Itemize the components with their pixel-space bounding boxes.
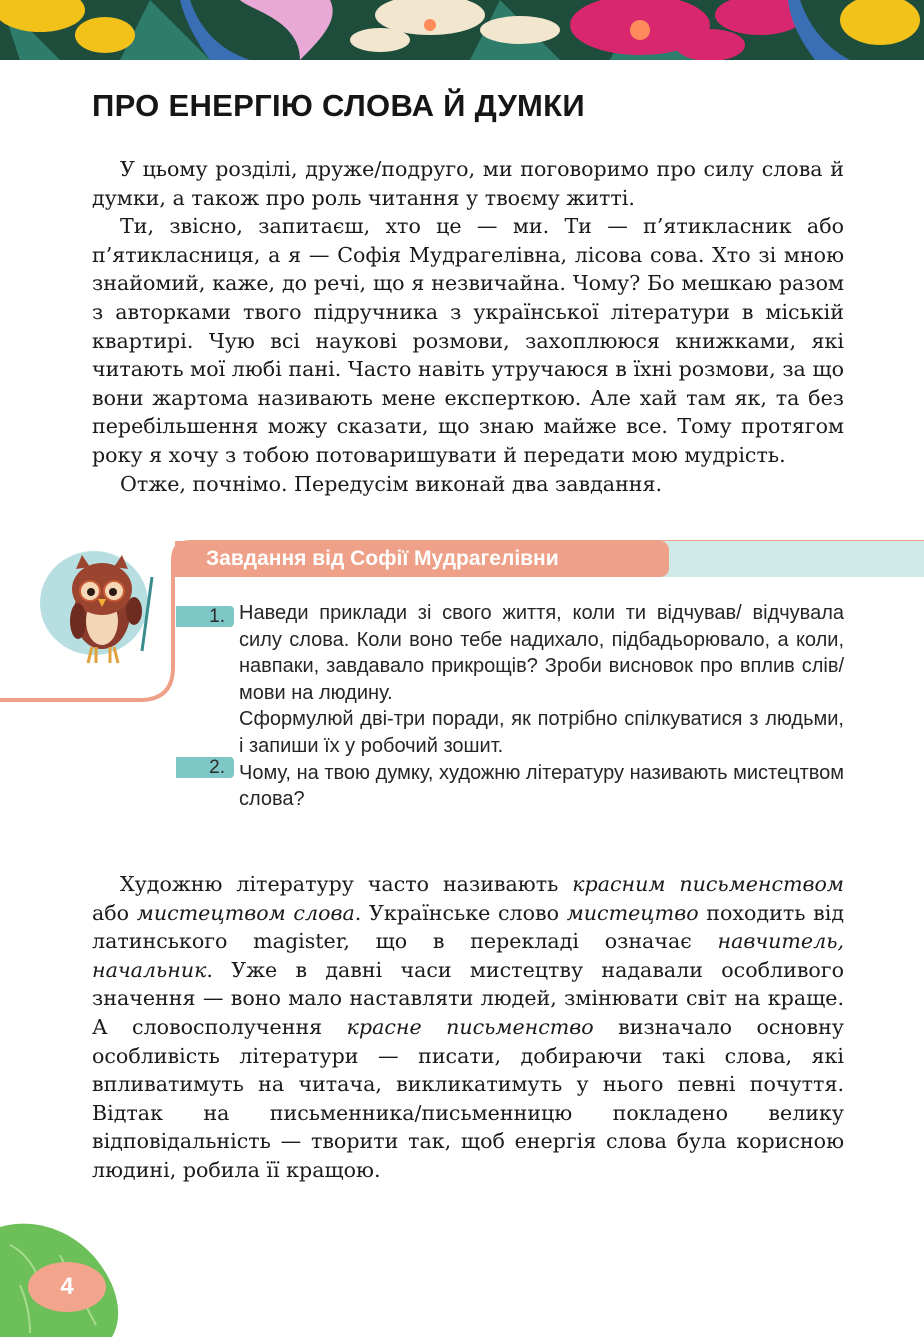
intro-paragraph: Ти, звісно, запитаєш, хто це — ми. Ти — п’ятикласник або п’ятикласниця, а я — Софія Мудрагелівна, лісова сова. Хто зі мною знайомий, каже, до речі, що я незвичайна. Чому? Бо мешкаю разом з авторками твого підручника з української літератури в міській квартирі. Чую всі наукові розмови, захоплююся книжками, які читають мої любі пані. Часто навіть утручаюся в їхні розмови, за що вони жартома називають мене експерткою. Але хай там як, та без перебільшення можу сказати, що знаю майже все. Тому протягом року я хочу з тобою потоваришувати й передати мою мудрість.	[92, 214, 844, 467]
intro-text	[92, 155, 844, 498]
main-paragraph	[92, 870, 844, 1185]
task-number-tag: 1.	[176, 606, 234, 627]
task-paragraph: Наведи приклади зі свого життя, коли ти відчував/ відчувала силу слова. Коли воно тебе надихало, підбадьорювало, а коли, навпаки, завдавало прикрощів? Зроби висновок про вплив слів/мови на людину.	[239, 602, 844, 704]
page-title: ПРО ЕНЕРГІЮ СЛОВА Й ДУМКИ	[92, 88, 585, 123]
main-emphasis: мистецтво	[566, 900, 699, 925]
main-emphasis: красне письменство	[346, 1014, 594, 1039]
floral-banner	[0, 0, 924, 60]
main-text: . Уже в давні часи мистецтву надавали особливого значення — воно мало наставляти людей, змінювати світ на краще. А словосполучення	[92, 957, 844, 1039]
task-list	[0, 600, 924, 813]
task-box-heading: Завдання від Софії Мудрагелівни	[175, 541, 669, 577]
intro-paragraph: Отже, почнімо. Передусім виконай два завдання.	[120, 471, 663, 496]
main-emphasis: мистецтвом слова	[136, 900, 355, 925]
main-text: Художню літературу часто називають	[120, 872, 573, 896]
task-item	[0, 756, 924, 813]
page-number: 4	[28, 1262, 106, 1312]
main-text: визначало основну особливість літератури — писати, добираючи такі слова, які впливатимуть на читача, викликатимуть у нього певні почуття. Відтак на письменника/письменницю покладено велику відповідальність — творити так, щоб енергія слова була корисною людині, робила її кращою.	[92, 1014, 844, 1182]
main-text: або	[92, 900, 137, 925]
main-text: . Українське слово	[354, 900, 567, 925]
task-item	[0, 600, 924, 760]
task-paragraph: Чому, на твою думку, художню літературу називають мистецтвом слова?	[239, 761, 844, 811]
task-paragraph: Сформулюй дві-три поради, як потрібно спілкуватися з людьми, і запиши їх у робочий зошит.	[239, 708, 844, 757]
main-emphasis: красним письменством	[572, 872, 844, 896]
main-text: походить від латинського magister, що в перекладі означає	[92, 900, 844, 954]
task-number-tag: 2.	[176, 757, 234, 778]
floral-banner-art	[0, 0, 924, 60]
intro-paragraph: У цьому розділі, друже/подруго, ми поговоримо про силу слова й думки, а також про роль читання у твоєму житті.	[92, 157, 844, 210]
main-emphasis: навчитель, начальник	[92, 929, 844, 982]
task-text	[239, 760, 844, 813]
task-text	[239, 600, 844, 760]
